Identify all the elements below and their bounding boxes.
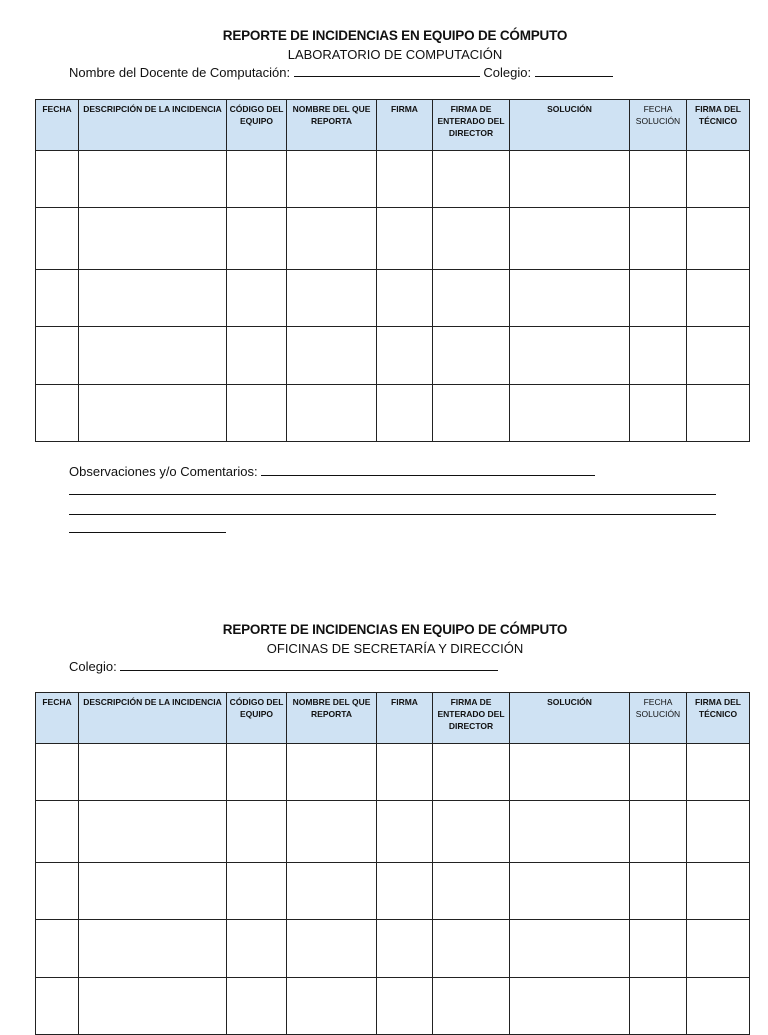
observations-field	[69, 464, 595, 479]
table-cell[interactable]	[227, 744, 287, 801]
table-cell[interactable]	[687, 208, 750, 270]
table-cell[interactable]	[630, 385, 687, 442]
table-cell[interactable]	[433, 863, 510, 920]
table-cell[interactable]	[687, 863, 750, 920]
table-cell[interactable]	[79, 744, 227, 801]
table-cell[interactable]	[377, 801, 433, 863]
report-2-title: REPORTE DE INCIDENCIAS EN EQUIPO DE CÓMPUTO	[222, 622, 568, 637]
table-cell[interactable]	[433, 801, 510, 863]
table-cell[interactable]	[630, 270, 687, 327]
column-header: FECHA SOLUCIÓN	[630, 693, 687, 744]
observations-line-1[interactable]	[69, 494, 716, 495]
teacher-label: Nombre del Docente de Computación:	[69, 65, 291, 80]
table-cell[interactable]	[227, 327, 287, 385]
table-cell[interactable]	[510, 270, 630, 327]
table-cell[interactable]	[287, 327, 377, 385]
table-cell[interactable]	[36, 385, 79, 442]
table-cell[interactable]	[510, 920, 630, 978]
table-cell[interactable]	[377, 385, 433, 442]
table-cell[interactable]	[36, 151, 79, 208]
column-header: SOLUCIÓN	[510, 693, 630, 744]
table-cell[interactable]	[630, 801, 687, 863]
table-row	[36, 744, 750, 801]
table-row	[36, 801, 750, 863]
table-cell[interactable]	[687, 978, 750, 1035]
table-cell[interactable]	[377, 920, 433, 978]
table-cell[interactable]	[687, 744, 750, 801]
table-cell[interactable]	[36, 327, 79, 385]
table-row	[36, 151, 750, 208]
table-cell[interactable]	[510, 801, 630, 863]
table-cell[interactable]	[630, 863, 687, 920]
table-cell[interactable]	[227, 801, 287, 863]
table-cell[interactable]	[687, 151, 750, 208]
table-cell[interactable]	[630, 208, 687, 270]
table-cell[interactable]	[687, 327, 750, 385]
table-cell[interactable]	[377, 151, 433, 208]
table-cell[interactable]	[433, 151, 510, 208]
observations-line-2[interactable]	[69, 514, 716, 515]
table-cell[interactable]	[36, 270, 79, 327]
column-header: FIRMA	[377, 693, 433, 744]
table-cell[interactable]	[79, 801, 227, 863]
table-cell[interactable]	[287, 151, 377, 208]
column-header: DESCRIPCIÓN DE LA INCIDENCIA	[79, 693, 227, 744]
table-cell[interactable]	[687, 920, 750, 978]
table-cell[interactable]	[630, 151, 687, 208]
table-cell[interactable]	[630, 327, 687, 385]
table-cell[interactable]	[36, 920, 79, 978]
column-header: NOMBRE DEL QUE REPORTA	[287, 693, 377, 744]
column-header: SOLUCIÓN	[510, 100, 630, 151]
table-cell[interactable]	[79, 978, 227, 1035]
column-header: FIRMA DEL TÉCNICO	[687, 100, 750, 151]
table-cell[interactable]	[227, 151, 287, 208]
table-cell[interactable]	[510, 385, 630, 442]
table-cell[interactable]	[227, 208, 287, 270]
table-cell[interactable]	[287, 801, 377, 863]
table-cell[interactable]	[510, 978, 630, 1035]
table-cell[interactable]	[227, 270, 287, 327]
column-header: NOMBRE DEL QUE REPORTA	[287, 100, 377, 151]
table-cell[interactable]	[79, 863, 227, 920]
table-cell[interactable]	[433, 327, 510, 385]
table-row	[36, 327, 750, 385]
table-row	[36, 920, 750, 978]
table-cell[interactable]	[79, 208, 227, 270]
table-cell[interactable]	[687, 385, 750, 442]
table-cell[interactable]	[433, 208, 510, 270]
table-cell[interactable]	[287, 978, 377, 1035]
observations-blank[interactable]	[261, 464, 595, 476]
table-cell[interactable]	[687, 801, 750, 863]
school-label-2: Colegio:	[69, 659, 117, 674]
report-1-fields	[69, 65, 613, 80]
report-2-fields	[69, 659, 498, 674]
table-cell[interactable]	[510, 208, 630, 270]
column-header: FECHA	[36, 693, 79, 744]
incident-table-1	[35, 99, 750, 442]
table-cell[interactable]	[630, 744, 687, 801]
table-cell[interactable]	[79, 385, 227, 442]
table-cell[interactable]	[377, 863, 433, 920]
school-blank-2[interactable]	[120, 659, 498, 671]
column-header: FECHA	[36, 100, 79, 151]
table-cell[interactable]	[377, 978, 433, 1035]
table-cell[interactable]	[630, 920, 687, 978]
table-cell[interactable]	[377, 208, 433, 270]
column-header: FIRMA DEL TÉCNICO	[687, 693, 750, 744]
table-header-row	[36, 100, 750, 151]
table-cell[interactable]	[227, 920, 287, 978]
table-cell[interactable]	[510, 863, 630, 920]
table-cell[interactable]	[377, 327, 433, 385]
table-row	[36, 863, 750, 920]
table-cell[interactable]	[433, 920, 510, 978]
table-cell[interactable]	[287, 744, 377, 801]
table-cell[interactable]	[36, 863, 79, 920]
column-header: FIRMA	[377, 100, 433, 151]
table-cell[interactable]	[377, 744, 433, 801]
table-row	[36, 208, 750, 270]
table-row	[36, 270, 750, 327]
table-cell[interactable]	[510, 744, 630, 801]
table-row	[36, 978, 750, 1035]
table-cell[interactable]	[433, 978, 510, 1035]
school-label: Colegio:	[483, 65, 532, 80]
table-cell[interactable]	[433, 385, 510, 442]
table-cell[interactable]	[227, 385, 287, 442]
report-2-subtitle: OFICINAS DE SECRETARÍA Y DIRECCIÓN	[266, 641, 524, 656]
observations-label: Observaciones y/o Comentarios:	[69, 464, 258, 479]
table-cell[interactable]	[510, 151, 630, 208]
teacher-name-blank[interactable]	[294, 65, 480, 77]
table-cell[interactable]	[79, 327, 227, 385]
table-cell[interactable]	[510, 327, 630, 385]
table-header-row	[36, 693, 750, 744]
column-header: FIRMA DE ENTERADO DEL DIRECTOR	[433, 100, 510, 151]
table-cell[interactable]	[36, 208, 79, 270]
column-header: CÓDIGO DEL EQUIPO	[227, 100, 287, 151]
table-cell[interactable]	[630, 978, 687, 1035]
table-cell[interactable]	[433, 744, 510, 801]
column-header: FECHA SOLUCIÓN	[630, 100, 687, 151]
table-cell[interactable]	[227, 978, 287, 1035]
table-cell[interactable]	[287, 270, 377, 327]
school-blank[interactable]	[535, 65, 613, 77]
table-cell[interactable]	[79, 151, 227, 208]
incident-table-2	[35, 692, 750, 1035]
table-cell[interactable]	[36, 978, 79, 1035]
table-cell[interactable]	[287, 863, 377, 920]
table-cell[interactable]	[79, 920, 227, 978]
report-1-title: REPORTE DE INCIDENCIAS EN EQUIPO DE CÓMPUTO	[222, 28, 568, 43]
table-cell[interactable]	[227, 863, 287, 920]
column-header: FIRMA DE ENTERADO DEL DIRECTOR	[433, 693, 510, 744]
table-cell[interactable]	[287, 920, 377, 978]
table-cell[interactable]	[433, 270, 510, 327]
column-header: CÓDIGO DEL EQUIPO	[227, 693, 287, 744]
observations-line-3[interactable]	[69, 532, 226, 533]
table-cell[interactable]	[287, 208, 377, 270]
table-row	[36, 385, 750, 442]
table-cell[interactable]	[287, 385, 377, 442]
report-1-subtitle: LABORATORIO DE COMPUTACIÓN	[287, 47, 503, 62]
table-cell[interactable]	[36, 744, 79, 801]
table-cell[interactable]	[79, 270, 227, 327]
table-cell[interactable]	[687, 270, 750, 327]
table-cell[interactable]	[377, 270, 433, 327]
table-cell[interactable]	[36, 801, 79, 863]
column-header: DESCRIPCIÓN DE LA INCIDENCIA	[79, 100, 227, 151]
